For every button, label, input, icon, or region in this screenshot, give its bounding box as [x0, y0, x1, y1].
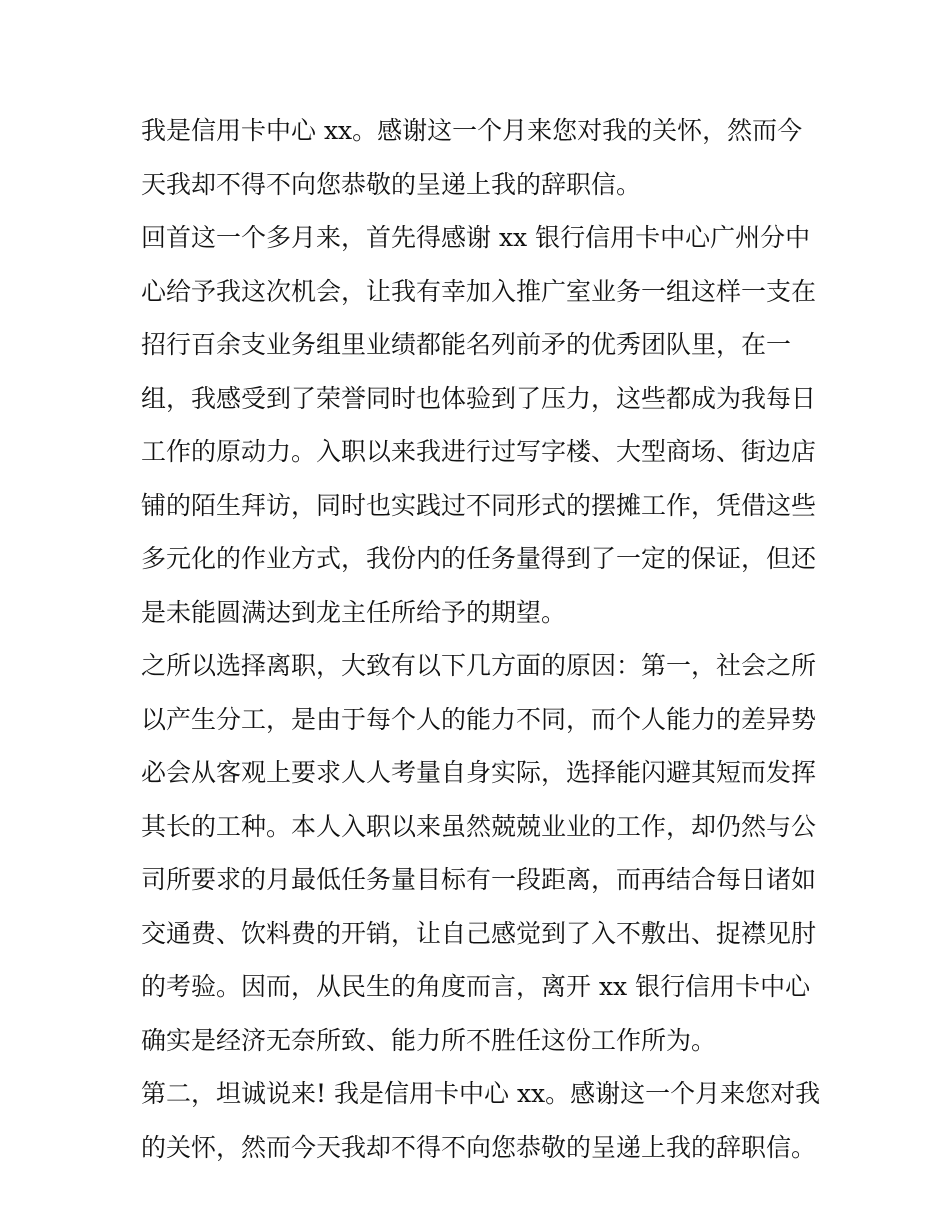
text-line: 天我却不得不向您恭敬的呈递上我的辞职信。 [141, 169, 642, 199]
text-line: 以产生分工，是由于每个人的能力不同，而个人能力的差异势 [141, 704, 817, 734]
text-line: 我是信用卡中心 xx。感谢这一个月来您对我的关怀，然而今 [141, 116, 803, 145]
text-line: 之所以选择离职，大致有以下几方面的原因：第一，社会之所 [141, 651, 817, 680]
text-line: 第二，坦诚说来! 我是信用卡中心 xx。感谢这一个月来您对我 [141, 1079, 821, 1108]
text-line: 必会从客观上要求人人考量自身实际，选择能闪避其短而发挥 [141, 758, 817, 787]
text-line: 交通费、饮料费的开销，让自己感觉到了入不敷出、捉襟见肘 [141, 918, 817, 948]
text-line: 多元化的作业方式，我份内的任务量得到了一定的保证，但还 [141, 544, 817, 573]
text-line: 其长的工种。本人入职以来虽然兢兢业业的工作，却仍然与公 [141, 811, 817, 841]
text-line: 是未能圆满达到龙主任所给予的期望。 [141, 597, 567, 627]
text-line: 心给予我这次机会，让我有幸加入推广室业务一组这样一支在 [141, 276, 817, 306]
text-line: 的关怀，然而今天我却不得不向您恭敬的呈递上我的辞职信。 [141, 1132, 817, 1162]
text-line: 工作的原动力。入职以来我进行过写字楼、大型商场、街边店 [141, 437, 817, 466]
text-line: 司所要求的月最低任务量目标有一段距离，而再结合每日诸如 [141, 865, 817, 894]
text-line: 组，我感受到了荣誉同时也体验到了压力，这些都成为我每日 [141, 383, 817, 413]
resignation-letter-body [141, 104, 821, 1174]
text-line: 铺的陌生拜访，同时也实践过不同形式的摆摊工作，凭借这些 [141, 490, 817, 520]
text-line: 招行百余支业务组里业绩都能名列前矛的优秀团队里，在一 [141, 330, 792, 359]
text-line: 回首这一个多月来，首先得感谢 xx 银行信用卡中心广州分中 [141, 223, 811, 252]
text-line: 确实是经济无奈所致、能力所不胜任这份工作所为。 [141, 1025, 717, 1055]
text-line: 的考验。因而，从民生的角度而言，离开 xx 银行信用卡中心 [141, 972, 811, 1001]
